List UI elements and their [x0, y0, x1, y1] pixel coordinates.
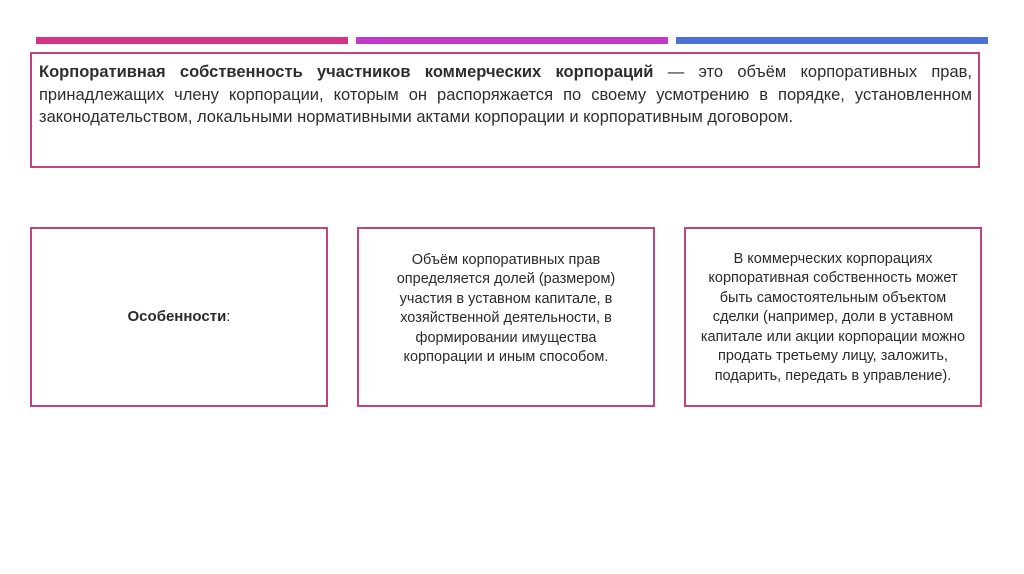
transaction-object-card [684, 227, 982, 407]
blue-accent-bar [676, 37, 988, 44]
definition-box [30, 52, 980, 168]
features-card [30, 227, 328, 407]
features-label [128, 307, 231, 327]
magenta-accent-bar [356, 37, 668, 44]
rights-volume-card [357, 227, 655, 407]
features-title: Особенности [127, 308, 227, 326]
features-colon: : [226, 308, 231, 326]
rights-volume-text: Объём корпоративных прав определяется долей (размером) участия в уставном капитале, в хозяйственной деятельности, в формировании имущества корпорации и иным способом. [396, 251, 616, 365]
definition-text: — это объём корпоративных прав, принадлежащих члену корпорации, которым он распоряжается по своему усмотрению в порядке, установленном законодательством, локальными нормативными актами корпорации и корпоративным договором. [39, 63, 973, 126]
transaction-object-text: В коммерческих корпорациях корпоративная собственность может быть самостоятельным объектом сделки (например, доли в уставном капитале или акции корпорации можно продать третьему лицу, заложить, подарить, передать в управление). [700, 250, 966, 384]
pink-accent-bar [36, 37, 348, 44]
definition-term: Корпоративная собственность участников коммерческих корпораций [39, 63, 654, 81]
